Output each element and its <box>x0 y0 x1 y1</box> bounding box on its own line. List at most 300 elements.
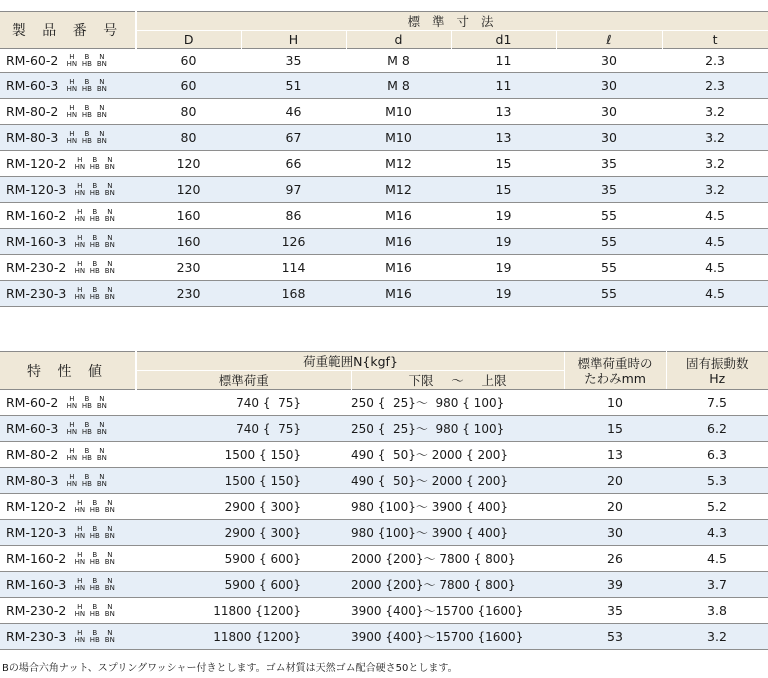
deflection-header-line1: 標準荷重時の <box>577 355 653 371</box>
product-number: RM-160-2 <box>6 550 67 566</box>
product-number-cell <box>0 49 136 73</box>
dimension-value: 3.2 <box>662 99 768 125</box>
variant-code: BN <box>104 293 115 302</box>
table-row <box>0 494 768 520</box>
dimension-value: 35 <box>241 49 346 73</box>
dimension-value: 230 <box>136 255 241 281</box>
variant-suffix-bottom <box>64 112 109 119</box>
dimension-value: M 8 <box>346 73 451 99</box>
variant-code: HB <box>81 480 92 489</box>
dimension-value: 55 <box>556 255 662 281</box>
variant-code: HN <box>74 506 86 515</box>
dimension-value: 55 <box>556 229 662 255</box>
variant-letter: N <box>107 286 113 295</box>
dimension-value: 2.3 <box>662 49 768 73</box>
variant-letter: B <box>92 525 98 534</box>
standard-load-value: 1500 { 150} <box>136 442 351 468</box>
dimension-value: 19 <box>451 255 556 281</box>
variant-suffix-bottom <box>64 86 109 93</box>
variant-code: HB <box>81 111 92 120</box>
product-number: RM-80-3 <box>6 472 59 488</box>
variant-code: HB <box>89 506 100 515</box>
variant-code: HN <box>74 532 86 541</box>
variant-code: BN <box>96 60 107 69</box>
model-variant-suffix <box>72 630 117 644</box>
natural-frequency-value: 7.5 <box>666 390 768 416</box>
deflection-header-line2: たわみmm <box>584 370 646 386</box>
table-row <box>0 229 768 255</box>
dimension-value: 168 <box>241 281 346 307</box>
footnote: Bの場合六角ナット、スプリングワッシャー付きとします。ゴム材質は天然ゴム配合硬さ50とします。 <box>2 663 458 674</box>
variant-code: HB <box>81 428 92 437</box>
dimension-value: 55 <box>556 203 662 229</box>
dimension-value: 19 <box>451 203 556 229</box>
variant-letter: H <box>69 473 75 482</box>
variant-suffix-bottom <box>72 637 117 644</box>
standard-load-value: 11800 {1200} <box>136 598 351 624</box>
variant-suffix-bottom <box>72 559 117 566</box>
variant-code: HN <box>66 402 78 411</box>
natural-frequency-header <box>666 352 768 390</box>
dimension-value: 30 <box>556 125 662 151</box>
variant-letter: N <box>99 473 105 482</box>
product-number-cell <box>0 494 136 520</box>
variant-letter: H <box>69 421 75 430</box>
deflection-value: 10 <box>564 390 666 416</box>
dimension-value: M10 <box>346 125 451 151</box>
variant-code: HB <box>89 215 100 224</box>
product-number: RM-120-2 <box>6 155 67 171</box>
characteristics-header: 特 性 値 <box>0 352 136 390</box>
variant-code: HB <box>89 267 100 276</box>
dimension-value: M12 <box>346 177 451 203</box>
variant-code: HN <box>66 454 78 463</box>
dimension-value: 46 <box>241 99 346 125</box>
dimension-value: 66 <box>241 151 346 177</box>
dimension-value: 51 <box>241 73 346 99</box>
load-range-value: 490 { 50}～ 2000 { 200} <box>351 442 564 468</box>
variant-letter: N <box>107 603 113 612</box>
variant-code: BN <box>104 636 115 645</box>
variant-suffix-bottom <box>72 585 117 592</box>
variant-code: BN <box>104 610 115 619</box>
variant-letter: N <box>107 525 113 534</box>
variant-suffix-bottom <box>64 429 109 436</box>
natural-frequency-value: 3.2 <box>666 624 768 650</box>
dimension-value: 15 <box>451 151 556 177</box>
dimension-value: 120 <box>136 177 241 203</box>
model-variant-suffix <box>72 500 117 514</box>
variant-code: HB <box>89 636 100 645</box>
variant-code: BN <box>96 85 107 94</box>
product-number-cell <box>0 73 136 99</box>
product-number: RM-120-3 <box>6 181 67 197</box>
variant-suffix-bottom <box>72 533 117 540</box>
variant-code: HB <box>89 163 100 172</box>
product-number-cell <box>0 281 136 307</box>
variant-letter: N <box>107 499 113 508</box>
dimension-value: 60 <box>136 73 241 99</box>
variant-letter: N <box>99 447 105 456</box>
variant-letter: H <box>69 395 75 404</box>
variant-letter: B <box>84 421 90 430</box>
variant-code: BN <box>104 558 115 567</box>
variant-letter: N <box>99 130 105 139</box>
table-row <box>0 255 768 281</box>
product-number-cell <box>0 442 136 468</box>
table-row <box>0 49 768 73</box>
dimension-column-header: d <box>346 31 451 49</box>
dimension-value: 80 <box>136 125 241 151</box>
variant-code: HB <box>89 584 100 593</box>
dimension-value: 35 <box>556 151 662 177</box>
product-number-cell <box>0 520 136 546</box>
model-variant-suffix <box>72 209 117 223</box>
variant-suffix-bottom <box>64 481 109 488</box>
load-range-value: 2000 {200}～ 7800 { 800} <box>351 546 564 572</box>
variant-code: HN <box>66 480 78 489</box>
load-range-value: 980 {100}～ 3900 { 400} <box>351 494 564 520</box>
dimension-value: M12 <box>346 151 451 177</box>
product-number: RM-60-3 <box>6 77 59 93</box>
variant-letter: H <box>77 182 83 191</box>
dimension-value: 4.5 <box>662 203 768 229</box>
load-range-value: 3900 {400}～15700 {1600} <box>351 598 564 624</box>
variant-letter: N <box>99 395 105 404</box>
load-range-value: 2000 {200}～ 7800 { 800} <box>351 572 564 598</box>
product-number-cell <box>0 151 136 177</box>
standard-load-value: 5900 { 600} <box>136 572 351 598</box>
product-number-cell <box>0 572 136 598</box>
variant-letter: H <box>77 499 83 508</box>
variant-letter: B <box>84 473 90 482</box>
variant-letter: B <box>92 629 98 638</box>
table-row <box>0 73 768 99</box>
variant-suffix-bottom <box>72 268 117 275</box>
standard-load-value: 2900 { 300} <box>136 494 351 520</box>
dimension-value: 30 <box>556 49 662 73</box>
model-variant-suffix <box>72 235 117 249</box>
dimension-value: 35 <box>556 177 662 203</box>
table-row <box>0 125 768 151</box>
variant-code: HB <box>89 241 100 250</box>
variant-code: HN <box>66 111 78 120</box>
variant-code: HB <box>81 454 92 463</box>
variant-code: HB <box>89 610 100 619</box>
dimension-column-header: H <box>241 31 346 49</box>
deflection-value: 20 <box>564 468 666 494</box>
dimensions-table <box>0 11 768 307</box>
dimension-value: 60 <box>136 49 241 73</box>
table-row <box>0 572 768 598</box>
variant-code: BN <box>96 111 107 120</box>
variant-letter: B <box>84 130 90 139</box>
model-variant-suffix <box>64 79 109 93</box>
standard-load-header: 標準荷重 <box>136 371 351 390</box>
product-number-cell <box>0 203 136 229</box>
dimension-value: 19 <box>451 281 556 307</box>
product-number: RM-80-3 <box>6 129 59 145</box>
model-variant-suffix <box>72 552 117 566</box>
standard-load-value: 740 { 75} <box>136 416 351 442</box>
table-row <box>0 546 768 572</box>
table-row <box>0 624 768 650</box>
variant-letter: B <box>92 603 98 612</box>
variant-suffix-bottom <box>64 455 109 462</box>
variant-code: HN <box>74 215 86 224</box>
dimension-column-header: t <box>662 31 768 49</box>
variant-code: BN <box>104 215 115 224</box>
product-number-cell <box>0 125 136 151</box>
dimension-value: 13 <box>451 125 556 151</box>
lower-limit-label: 下限 <box>408 373 434 388</box>
variant-code: HN <box>66 60 78 69</box>
variant-code: HN <box>66 137 78 146</box>
variant-code: HN <box>74 241 86 250</box>
product-number: RM-230-3 <box>6 285 67 301</box>
model-variant-suffix <box>64 448 109 462</box>
standard-load-value: 5900 { 600} <box>136 546 351 572</box>
variant-letter: B <box>84 395 90 404</box>
table-row <box>0 99 768 125</box>
range-tilde: ～ <box>451 373 464 388</box>
dimension-value: 4.5 <box>662 281 768 307</box>
variant-letter: N <box>99 104 105 113</box>
variant-letter: B <box>92 208 98 217</box>
deflection-value: 39 <box>564 572 666 598</box>
dimension-value: 55 <box>556 281 662 307</box>
variant-code: HB <box>89 189 100 198</box>
product-number: RM-160-2 <box>6 207 67 223</box>
product-number: RM-120-2 <box>6 498 67 514</box>
product-number: RM-120-3 <box>6 524 67 540</box>
product-number: RM-60-2 <box>6 394 59 410</box>
variant-letter: B <box>92 156 98 165</box>
load-range-value: 490 { 50}～ 2000 { 200} <box>351 468 564 494</box>
natural-frequency-value: 6.3 <box>666 442 768 468</box>
variant-suffix-bottom <box>72 164 117 171</box>
table-row <box>0 151 768 177</box>
dimension-column-header: ℓ <box>556 31 662 49</box>
product-number-cell <box>0 416 136 442</box>
standard-load-value: 740 { 75} <box>136 390 351 416</box>
variant-letter: H <box>77 629 83 638</box>
variant-letter: N <box>107 234 113 243</box>
dimension-value: 126 <box>241 229 346 255</box>
variant-code: BN <box>104 163 115 172</box>
model-variant-suffix <box>64 105 109 119</box>
variant-letter: B <box>84 53 90 62</box>
variant-suffix-bottom <box>64 138 109 145</box>
natural-frequency-value: 3.8 <box>666 598 768 624</box>
variant-code: HN <box>66 85 78 94</box>
model-variant-suffix <box>72 183 117 197</box>
variant-letter: H <box>69 53 75 62</box>
variant-letter: H <box>77 525 83 534</box>
variant-letter: H <box>69 104 75 113</box>
table-row <box>0 177 768 203</box>
dimension-value: 80 <box>136 99 241 125</box>
dimension-value: 13 <box>451 99 556 125</box>
table-row <box>0 442 768 468</box>
product-number: RM-60-3 <box>6 420 59 436</box>
variant-letter: H <box>69 447 75 456</box>
load-range-header: 荷重範囲N{kgf} <box>136 352 564 371</box>
variant-letter: H <box>77 208 83 217</box>
variant-code: BN <box>104 189 115 198</box>
standard-load-value: 11800 {1200} <box>136 624 351 650</box>
deflection-value: 30 <box>564 520 666 546</box>
variant-letter: N <box>107 551 113 560</box>
variant-letter: N <box>99 53 105 62</box>
deflection-value: 35 <box>564 598 666 624</box>
dimension-value: 3.2 <box>662 151 768 177</box>
natural-frequency-value: 3.7 <box>666 572 768 598</box>
variant-letter: H <box>77 577 83 586</box>
variant-suffix-bottom <box>72 611 117 618</box>
model-variant-suffix <box>72 526 117 540</box>
product-number: RM-80-2 <box>6 446 59 462</box>
variant-letter: H <box>69 130 75 139</box>
dimension-value: 97 <box>241 177 346 203</box>
variant-suffix-bottom <box>72 190 117 197</box>
product-number-cell <box>0 598 136 624</box>
deflection-value: 20 <box>564 494 666 520</box>
model-variant-suffix <box>64 396 109 410</box>
load-range-value: 250 { 25}～ 980 { 100} <box>351 416 564 442</box>
dimension-column-header: d1 <box>451 31 556 49</box>
model-variant-suffix <box>72 157 117 171</box>
dimension-value: M 8 <box>346 49 451 73</box>
variant-letter: H <box>77 551 83 560</box>
variant-letter: N <box>99 78 105 87</box>
model-variant-suffix <box>64 131 109 145</box>
product-number: RM-160-3 <box>6 576 67 592</box>
product-number-cell <box>0 546 136 572</box>
variant-letter: H <box>69 78 75 87</box>
variant-letter: N <box>107 629 113 638</box>
dimension-value: 67 <box>241 125 346 151</box>
natural-frequency-value: 6.2 <box>666 416 768 442</box>
variant-letter: B <box>92 499 98 508</box>
variant-suffix-bottom <box>72 294 117 301</box>
dimension-value: M16 <box>346 203 451 229</box>
product-number: RM-230-2 <box>6 259 67 275</box>
dimension-value: 160 <box>136 203 241 229</box>
variant-code: HN <box>74 584 86 593</box>
variant-letter: N <box>107 156 113 165</box>
variant-code: HB <box>81 137 92 146</box>
dimension-value: 4.5 <box>662 229 768 255</box>
table-row <box>0 468 768 494</box>
variant-letter: B <box>84 447 90 456</box>
variant-code: HN <box>74 293 86 302</box>
natural-frequency-value: 5.2 <box>666 494 768 520</box>
variant-code: BN <box>96 454 107 463</box>
product-number: RM-60-2 <box>6 52 59 68</box>
variant-suffix-bottom <box>72 507 117 514</box>
table-row <box>0 203 768 229</box>
variant-code: HB <box>89 532 100 541</box>
variant-suffix-bottom <box>64 403 109 410</box>
dimension-value: 2.3 <box>662 73 768 99</box>
dimension-value: M16 <box>346 281 451 307</box>
variant-code: HN <box>66 428 78 437</box>
variant-code: BN <box>104 267 115 276</box>
characteristics-table <box>0 351 768 650</box>
model-variant-suffix <box>72 287 117 301</box>
load-range-value: 250 { 25}～ 980 { 100} <box>351 390 564 416</box>
variant-letter: H <box>77 286 83 295</box>
dimension-value: 4.5 <box>662 255 768 281</box>
dimension-value: M16 <box>346 229 451 255</box>
variant-suffix-bottom <box>64 61 109 68</box>
variant-letter: H <box>77 156 83 165</box>
natural-frequency-header-line1: 固有振動数 <box>685 355 749 371</box>
model-variant-suffix <box>72 261 117 275</box>
variant-code: BN <box>96 428 107 437</box>
product-number-cell <box>0 624 136 650</box>
dimension-value: M10 <box>346 99 451 125</box>
variant-letter: H <box>77 260 83 269</box>
variant-letter: H <box>77 234 83 243</box>
variant-letter: B <box>92 577 98 586</box>
natural-frequency-value: 5.3 <box>666 468 768 494</box>
variant-code: BN <box>96 137 107 146</box>
table-row <box>0 598 768 624</box>
variant-code: HN <box>74 163 86 172</box>
load-range-value: 3900 {400}～15700 {1600} <box>351 624 564 650</box>
variant-letter: B <box>84 78 90 87</box>
product-number-cell <box>0 177 136 203</box>
table-row <box>0 390 768 416</box>
variant-letter: B <box>92 182 98 191</box>
variant-code: BN <box>104 506 115 515</box>
natural-frequency-value: 4.5 <box>666 546 768 572</box>
dimension-value: 30 <box>556 73 662 99</box>
natural-frequency-value: 4.3 <box>666 520 768 546</box>
product-number: RM-230-3 <box>6 628 67 644</box>
dimension-value: 11 <box>451 73 556 99</box>
variant-code: HN <box>74 610 86 619</box>
variant-letter: N <box>107 208 113 217</box>
variant-letter: B <box>92 551 98 560</box>
variant-letter: N <box>99 421 105 430</box>
dimension-value: 120 <box>136 151 241 177</box>
variant-code: HB <box>81 402 92 411</box>
variant-code: HB <box>89 293 100 302</box>
deflection-value: 15 <box>564 416 666 442</box>
dimension-value: 30 <box>556 99 662 125</box>
dimension-value: 86 <box>241 203 346 229</box>
product-number-cell <box>0 255 136 281</box>
product-number: RM-80-2 <box>6 103 59 119</box>
natural-frequency-header-line2: Hz <box>709 370 726 386</box>
variant-code: HN <box>74 636 86 645</box>
variant-letter: H <box>77 603 83 612</box>
variant-letter: N <box>107 182 113 191</box>
standard-dimensions-header: 標 準 寸 法 <box>136 12 768 31</box>
variant-suffix-bottom <box>72 216 117 223</box>
variant-code: HB <box>81 85 92 94</box>
lower-upper-header <box>351 371 564 390</box>
product-number-cell <box>0 99 136 125</box>
variant-letter: B <box>92 234 98 243</box>
variant-letter: N <box>107 260 113 269</box>
dimension-value: 3.2 <box>662 177 768 203</box>
deflection-value: 53 <box>564 624 666 650</box>
variant-code: HB <box>89 558 100 567</box>
